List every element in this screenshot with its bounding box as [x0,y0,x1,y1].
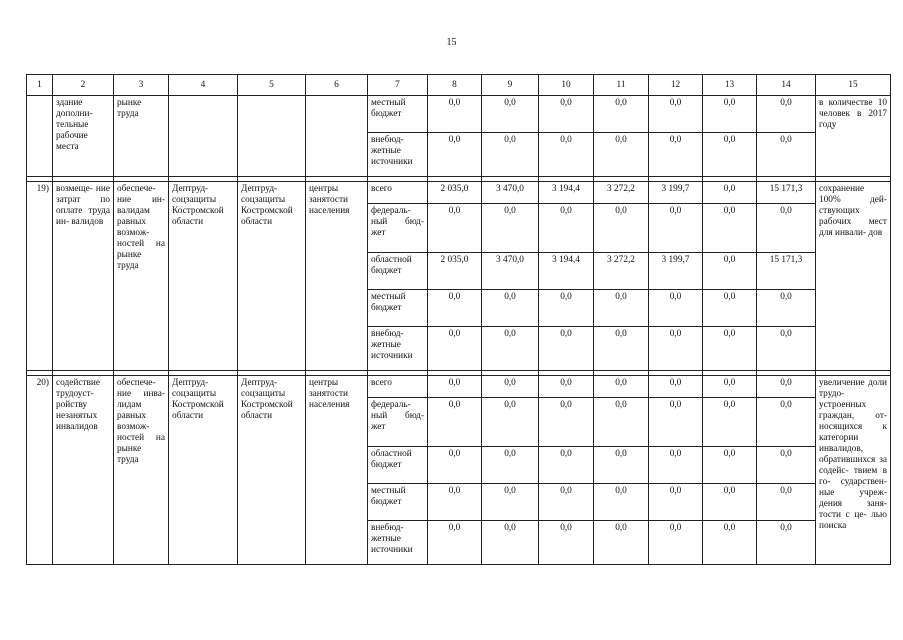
participant: центры занятости населения [306,182,368,371]
amount-cell: 3 470,0 [482,253,539,290]
coexecutor: Дептруд- соцзащиты Костромской области [238,376,306,565]
col-header: 10 [539,75,594,96]
amount-cell: 3 272,2 [594,253,649,290]
col-header: 1 [27,75,53,96]
participant-cell [306,96,368,177]
expected-result: увеличение доли трудо- устроенных граждан, от- носящихся к категории инвалидов, обратившихся за содейс- твием в го- сударствен- ные учреж- дения заня- тости с це- лью поиска [816,376,891,565]
amount-cell: 0,0 [482,521,539,565]
amount-cell: 0,0 [482,204,539,253]
item-number: 20) [27,376,53,565]
amount-cell: 0,0 [539,204,594,253]
amount-cell: 0,0 [594,204,649,253]
funding-source: внебюд- жетные источники [368,521,428,565]
amount-cell: 0,0 [539,521,594,565]
participant: центры занятости населения [306,376,368,565]
amount-cell: 2 035,0 [428,253,482,290]
amount-cell: 0,0 [703,484,757,521]
amount-cell: 0,0 [757,484,816,521]
program-table [26,74,891,565]
executor-cell [169,96,238,177]
col-header: 13 [703,75,757,96]
amount-cell: 0,0 [482,484,539,521]
amount-cell: 0,0 [539,327,594,371]
amount-cell: 3 194,4 [539,253,594,290]
amount-cell: 3 199,7 [649,253,703,290]
amount-cell: 15 171,3 [757,182,816,204]
col-header: 3 [114,75,169,96]
funding-source: областной бюджет [368,447,428,484]
amount-cell: 0,0 [703,253,757,290]
amount-cell: 0,0 [594,484,649,521]
funding-source: всего [368,376,428,398]
amount-cell: 0,0 [703,133,757,177]
amount-cell: 0,0 [649,204,703,253]
amount-cell: 0,0 [703,204,757,253]
measure-goal: обеспече- ние инва- лидам равных возмож- ностей на рынке труда [114,376,169,565]
amount-cell: 3 470,0 [482,182,539,204]
amount-cell: 0,0 [428,327,482,371]
col-header: 7 [368,75,428,96]
funding-source: федераль- ный бюд- жет [368,204,428,253]
amount-cell: 0,0 [428,96,482,133]
amount-cell: 0,0 [703,447,757,484]
measure-name: содействие трудоуст- ройству незанятых инвалидов [53,376,114,565]
amount-cell: 0,0 [649,398,703,447]
amount-cell: 0,0 [594,398,649,447]
col-header: 4 [169,75,238,96]
funding-row [27,96,891,133]
amount-cell: 0,0 [649,133,703,177]
amount-cell: 0,0 [482,133,539,177]
funding-row [27,182,891,204]
amount-cell: 0,0 [428,521,482,565]
expected-result: сохранение 100% дей- ствующих рабочих мест для инвали- дов [816,182,891,371]
amount-cell: 0,0 [428,398,482,447]
amount-cell: 2 035,0 [428,182,482,204]
amount-cell: 0,0 [482,96,539,133]
funding-source: внебюд- жетные источники [368,327,428,371]
amount-cell: 0,0 [482,447,539,484]
amount-cell: 0,0 [703,290,757,327]
amount-cell: 0,0 [649,447,703,484]
amount-cell: 0,0 [757,447,816,484]
amount-cell: 0,0 [594,290,649,327]
amount-cell: 3 199,7 [649,182,703,204]
number-cell [27,96,53,177]
funding-source: местный бюджет [368,290,428,327]
amount-cell: 0,0 [539,484,594,521]
amount-cell: 0,0 [539,398,594,447]
coexecutor-cell [238,96,306,177]
funding-source: областной бюджет [368,253,428,290]
amount-cell: 0,0 [482,327,539,371]
col-header: 5 [238,75,306,96]
amount-cell: 0,0 [482,376,539,398]
amount-cell: 0,0 [649,290,703,327]
amount-cell: 0,0 [757,376,816,398]
amount-cell: 0,0 [703,182,757,204]
funding-source: всего [368,182,428,204]
amount-cell: 0,0 [428,204,482,253]
item-number: 19) [27,182,53,371]
amount-cell: 0,0 [482,398,539,447]
amount-cell: 0,0 [594,521,649,565]
measure-name: возмеще- ние затрат по оплате труда ин- валидов [53,182,114,371]
col-header: 14 [757,75,816,96]
amount-cell: 0,0 [594,133,649,177]
amount-cell: 0,0 [649,521,703,565]
amount-cell: 3 194,4 [539,182,594,204]
amount-cell: 0,0 [703,376,757,398]
funding-source: местный бюджет [368,96,428,133]
funding-row [27,376,891,398]
amount-cell: 0,0 [539,290,594,327]
amount-cell: 0,0 [428,133,482,177]
funding-source: федераль- ный бюд- жет [368,398,428,447]
amount-cell: 0,0 [757,521,816,565]
amount-cell: 0,0 [757,327,816,371]
amount-cell: 0,0 [539,376,594,398]
col-header: 8 [428,75,482,96]
amount-cell: 0,0 [428,376,482,398]
amount-cell: 0,0 [649,484,703,521]
coexecutor: Дептруд- соцзащиты Костромской области [238,182,306,371]
amount-cell: 0,0 [428,290,482,327]
amount-cell: 0,0 [649,327,703,371]
amount-cell: 0,0 [757,398,816,447]
header-row [27,75,891,96]
amount-cell: 0,0 [594,96,649,133]
funding-source: внебюд- жетные источники [368,133,428,177]
amount-cell: 0,0 [703,521,757,565]
amount-cell: 0,0 [703,96,757,133]
amount-cell: 0,0 [594,447,649,484]
amount-cell: 0,0 [539,96,594,133]
funding-source: местный бюджет [368,484,428,521]
amount-cell: 0,0 [594,327,649,371]
col-header: 9 [482,75,539,96]
amount-cell: 0,0 [428,447,482,484]
amount-cell: 0,0 [428,484,482,521]
col-header: 2 [53,75,114,96]
amount-cell: 0,0 [757,204,816,253]
expected-result: в количестве 10 человек в 2017 году [816,96,891,177]
amount-cell: 0,0 [594,376,649,398]
measure-name: здание дополни- тельные рабочие места [53,96,114,177]
amount-cell: 0,0 [703,327,757,371]
amount-cell: 0,0 [539,447,594,484]
amount-cell: 0,0 [539,133,594,177]
amount-cell: 15 171,3 [757,253,816,290]
amount-cell: 0,0 [649,96,703,133]
page-number: 15 [446,37,457,48]
col-header: 11 [594,75,649,96]
col-header: 6 [306,75,368,96]
amount-cell: 0,0 [649,376,703,398]
amount-cell: 0,0 [757,290,816,327]
amount-cell: 0,0 [703,398,757,447]
col-header: 15 [816,75,891,96]
measure-goal: обеспече- ние ин- валидам равных возмож- ностей на рынке труда [114,182,169,371]
responsible-executor: Дептруд- соцзащиты Костромской области [169,376,238,565]
amount-cell: 0,0 [757,133,816,177]
measure-goal: рынке труда [114,96,169,177]
amount-cell: 0,0 [757,96,816,133]
col-header: 12 [649,75,703,96]
amount-cell: 0,0 [482,290,539,327]
responsible-executor: Дептруд- соцзащиты Костромской области [169,182,238,371]
amount-cell: 3 272,2 [594,182,649,204]
